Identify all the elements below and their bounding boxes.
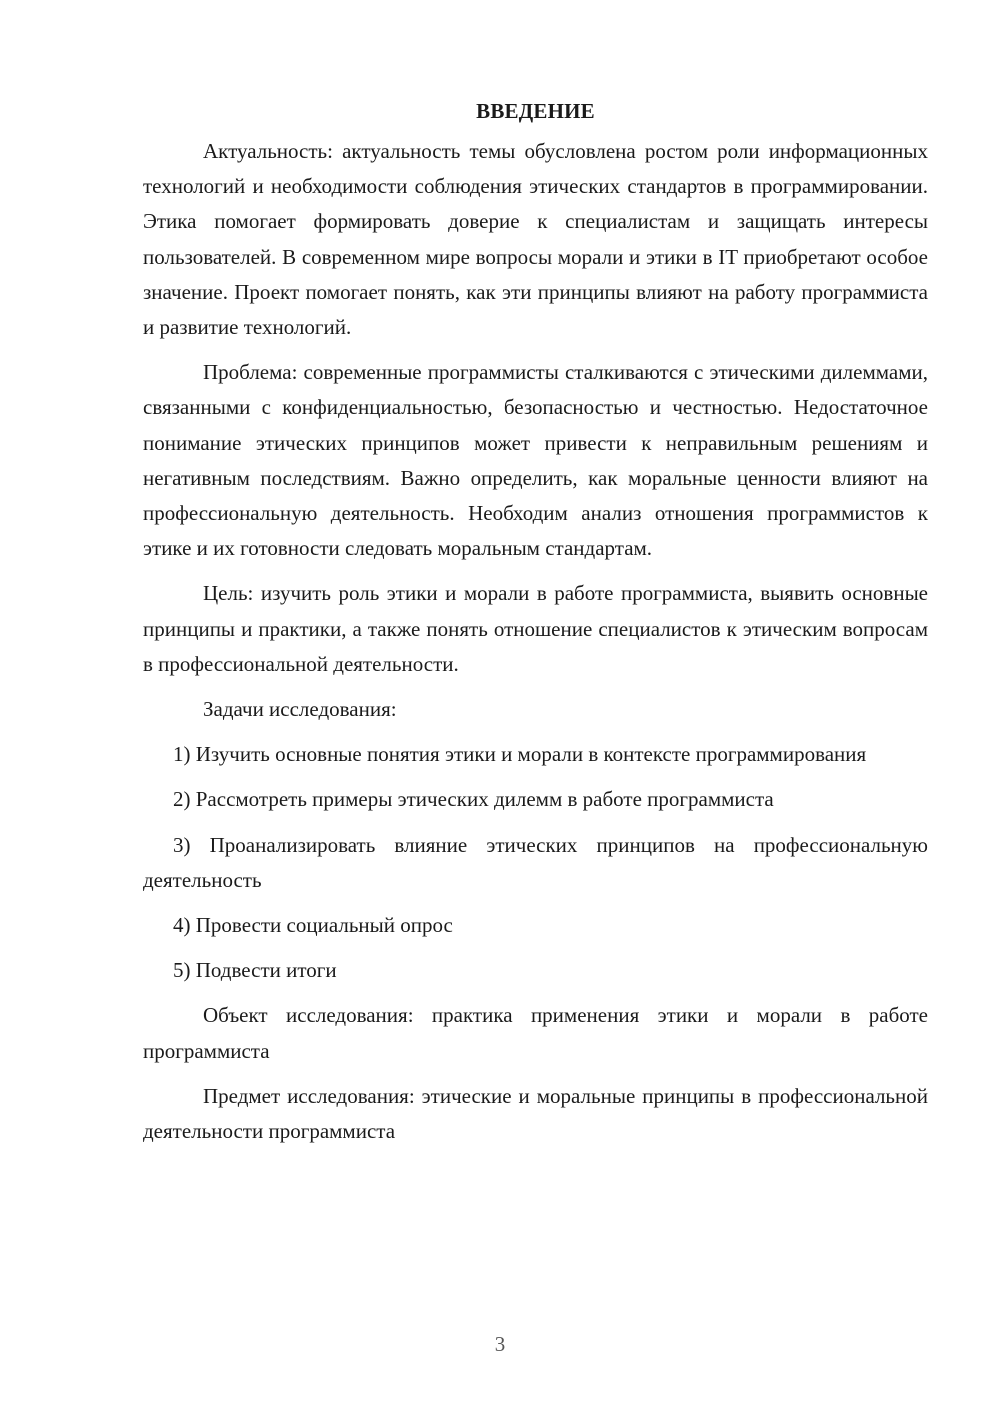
task-item-2: 2) Рассмотреть примеры этических дилемм в работе программиста [173,787,774,812]
goal-paragraph: Цель: изучить роль этики и морали в работе программиста, выявить основные принципы и практики, а также понять отношение специалистов к этическим вопросам в профессиональной деятельности. [143,581,928,676]
task-item-5: 5) Подвести итоги [173,958,337,983]
subject-paragraph: Предмет исследования: этические и моральные принципы в профессиональной деятельности программиста [143,1083,928,1144]
tasks-label: Задачи исследования: [203,697,397,722]
problem-paragraph: Проблема: современные программисты сталкиваются с этическими дилеммами, связанными с конфиденциальностью, безопасностью и честностью. Недостаточное понимание этических принципов может привести к неправильным решениям и негативным последствиям. Важно определить, как моральные ценности влияют на профессиональную деятельность. Необходим анализ отношения программистов к этике и их готовности следовать моральным стандартам. [143,360,928,561]
document-page [143,96,928,1159]
task-item-3: 3) Проанализировать влияние этических принципов на профессиональную деятельность [143,832,928,892]
section-title: ВВЕДЕНИЕ [476,99,595,123]
object-paragraph: Объект исследования: практика применения этики и морали в работе программиста [143,1003,928,1063]
page-number: 3 [494,1332,506,1356]
task-item-4: 4) Провести социальный опрос [173,913,453,938]
relevance-paragraph: Актуальность: актуальность темы обусловлена ростом роли информационных технологий и необходимости соблюдения этических стандартов в программировании. Этика помогает формировать доверие к специалистам и защищать интересы пользователей. В современном мире вопросы морали и этики в IT приобретают особое значение. Проект помогает понять, как эти принципы влияют на работу программиста и развитие технологий. [143,139,928,340]
task-item-1: 1) Изучить основные понятия этики и морали в контексте программирования [173,742,867,767]
